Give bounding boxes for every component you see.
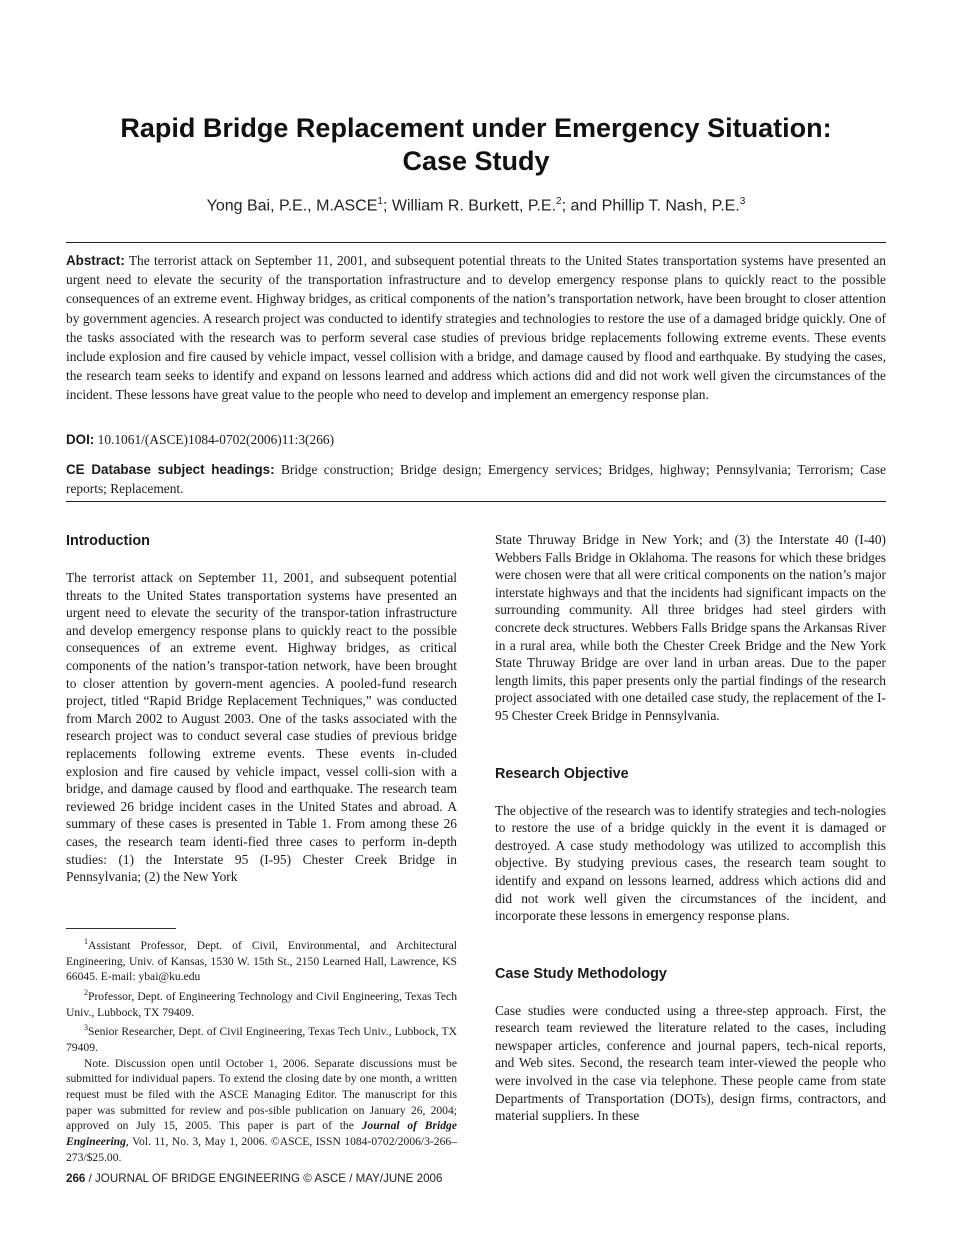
left-column — [66, 532, 457, 886]
page-number: 266 — [66, 1172, 86, 1185]
note-text-b: , Vol. 11, No. 3, May 1, 2006. ©ASCE, ISSN 1084-0702/2006/3-266–273/$25.00. — [66, 1135, 457, 1164]
objective-heading: Research Objective — [495, 765, 629, 782]
footnote-3 — [66, 1020, 457, 1055]
footnote-note — [66, 1056, 457, 1166]
footnote-1-sup: 1 — [84, 937, 88, 946]
author-2-sup: 2 — [556, 196, 562, 207]
intro-heading: Introduction — [66, 533, 150, 549]
note-journal: Journal of Bridge Engineering — [66, 1119, 457, 1149]
footnote-2-sup: 2 — [84, 987, 88, 997]
author-1-sup: 1 — [377, 196, 383, 207]
footnote-1 — [66, 934, 457, 985]
intro-continuation: State Thruway Bridge in New York; and (3) the Interstate 40 (I-40) Webbers Falls Bridge in Oklahoma. The reasons for which these bridges were chosen were that all were critical components on the nation’s major interstate highways and that the incidents had significant impacts on the surrounding community. All three bridges had steel girders with concrete deck structures. Webbers Falls Bridge spans the Arkansas River in a rural area, while both the Chester Creek Bridge and the New York State Thruway Bridge are over land in urban areas. Due to the paper length limits, this paper presents only the partial findings of the research project associated with one detailed case study, the replacement of the I-95 Chester Creek Bridge in Pennsylvania. — [495, 532, 886, 723]
page-footer — [66, 1172, 442, 1185]
author-2: ; William R. Burkett, P.E. — [382, 197, 557, 215]
footer-journal: / JOURNAL OF BRIDGE ENGINEERING © ASCE / MAY/JUNE 2006 — [85, 1172, 443, 1185]
top-rule — [66, 242, 886, 243]
title-line-2: Case Study — [402, 146, 550, 176]
subject-headings — [66, 460, 886, 498]
note-text-a: Note. Discussion open until October 1, 2006. Separate discussions must be submitted for individual papers. To extend the closing date by one month, a written request must be filed with the ASCE Managing Editor. The manuscript for this paper was submitted for review and pos-sible publication on January 26, 2004; approved on July 15, 2005. This paper is part of the — [66, 1056, 457, 1133]
right-column — [495, 531, 886, 1125]
objective-paragraph: The objective of the research was to identify strategies and tech-nologies to restore the use of a bridge quickly in the event it is damaged or destroyed. A case study methodology was utilized to accomplish this objective. By studying previous cases, the research team sought to identify and expand on lessons learned, address which actions did and did not work well given the circumstances of the incident, and incorporate these lessons in emergency response plans. — [495, 802, 886, 924]
paper-title — [66, 112, 886, 178]
methodology-paragraph: Case studies were conducted using a three-step approach. First, the research team reviewed the literature related to the cases, including newspaper articles, conference and journal papers, tech-nical reports, and Web sites. Second, the research team inter-viewed the people who were involved in the case via telephone. These people came from state Departments of Transportation (DOTs), design firms, contractors, and material suppliers. In these — [495, 1002, 886, 1124]
subject-headings-label: CE Database subject headings: — [66, 462, 275, 477]
doi-text: 10.1061/(ASCE)1084-0702(2006)11:3(266) — [97, 432, 335, 447]
footnote-1-text: Assistant Professor, Dept. of Civil, Environmental, and Architectural Engineering, Univ. of Kansas, 1530 W. 15th St., 2150 Learned Hall, Lawrence, KS 66045. E-mail: ybai@ku.edu — [66, 938, 457, 984]
footnote-2-text: Professor, Dept. of Engineering Technology and Civil Engineering, Texas Tech Univ., Lubbock, TX 79409. — [66, 989, 457, 1019]
title-line-1: Rapid Bridge Replacement under Emergency Situation: — [120, 113, 832, 143]
subject-headings-text: Bridge construction; Bridge design; Emergency services; Bridges, highway; Pennsylvania; Terrorism; Case reports; Replacement. — [66, 462, 886, 497]
author-list — [66, 191, 886, 217]
footnotes — [66, 934, 457, 1165]
footnote-rule — [66, 928, 176, 929]
footnote-3-text: Senior Researcher, Dept. of Civil Engineering, Texas Tech Univ., Lubbock, TX 79409. — [66, 1025, 457, 1054]
doi-label: DOI: — [66, 432, 95, 447]
author-1: Yong Bai, P.E., M.ASCE — [206, 197, 378, 215]
footnote-2 — [66, 985, 457, 1020]
abstract-bottom-rule — [66, 501, 886, 502]
methodology-heading: Case Study Methodology — [495, 965, 667, 982]
abstract — [66, 251, 886, 405]
author-3: ; and Phillip T. Nash, P.E. — [561, 197, 740, 215]
doi — [66, 430, 886, 449]
footnote-3-sup: 3 — [84, 1023, 88, 1033]
intro-paragraph: The terrorist attack on September 11, 2001, and subsequent potential threats to the United States transportation systems have presented an urgent need to elevate the security of the transpor-tation infrastructure and develop emergency response plans to quickly react to the possible consequences of an extreme event. Highway bridges, as critical components of the nation’s transpor-tation network, have been brought to closer attention by govern-ment agencies. A pooled-fund research project, titled “Rapid Bridge Replacement Techniques,” was conducted from March 2002 to August 2003. One of the tasks associated with the research project was to conduct several case studies of previous bridge replacements following extreme events. These events in-cluded explosion and fire caused by vehicle impact, vessel colli-sion with a bridge, and damage caused by flood and earthquake. The research team reviewed 26 bridge incident cases in the United States and abroad. A summary of these cases is presented in Table 1. From among these 26 cases, the research team identi-fied three cases to perform in-depth studies: (1) the Interstate 95 (I-95) Chester Creek Bridge in Pennsylvania; (2) the New York — [66, 570, 457, 885]
abstract-text: The terrorist attack on September 11, 2001, and subsequent potential threats to the United States transportation systems have presented an urgent need to elevate the security of the transportation infrastructure and to develop emergency response plans to quickly react to the possible consequences of an extreme event. Highway bridges, as critical components of the nation’s transportation network, have been brought to closer attention by government agencies. A research project was conducted to identify strategies and technologies to restore the use of a damaged bridge quickly. One of the tasks associated with the research was to perform several case studies of previous bridge replacements following extreme events. These events include explosion and fire caused by vehicle impact, vessel collision with a bridge, and damage caused by flood and earthquake. By studying the cases, the research team seeks to identify and expand on lessons learned and address which actions did and did not work well given the circumstances of the incident. These lessons have great value to the people who need to develop and implement an emergency response plan. — [66, 253, 886, 403]
author-3-sup: 3 — [739, 196, 746, 207]
abstract-label: Abstract: — [66, 253, 125, 268]
